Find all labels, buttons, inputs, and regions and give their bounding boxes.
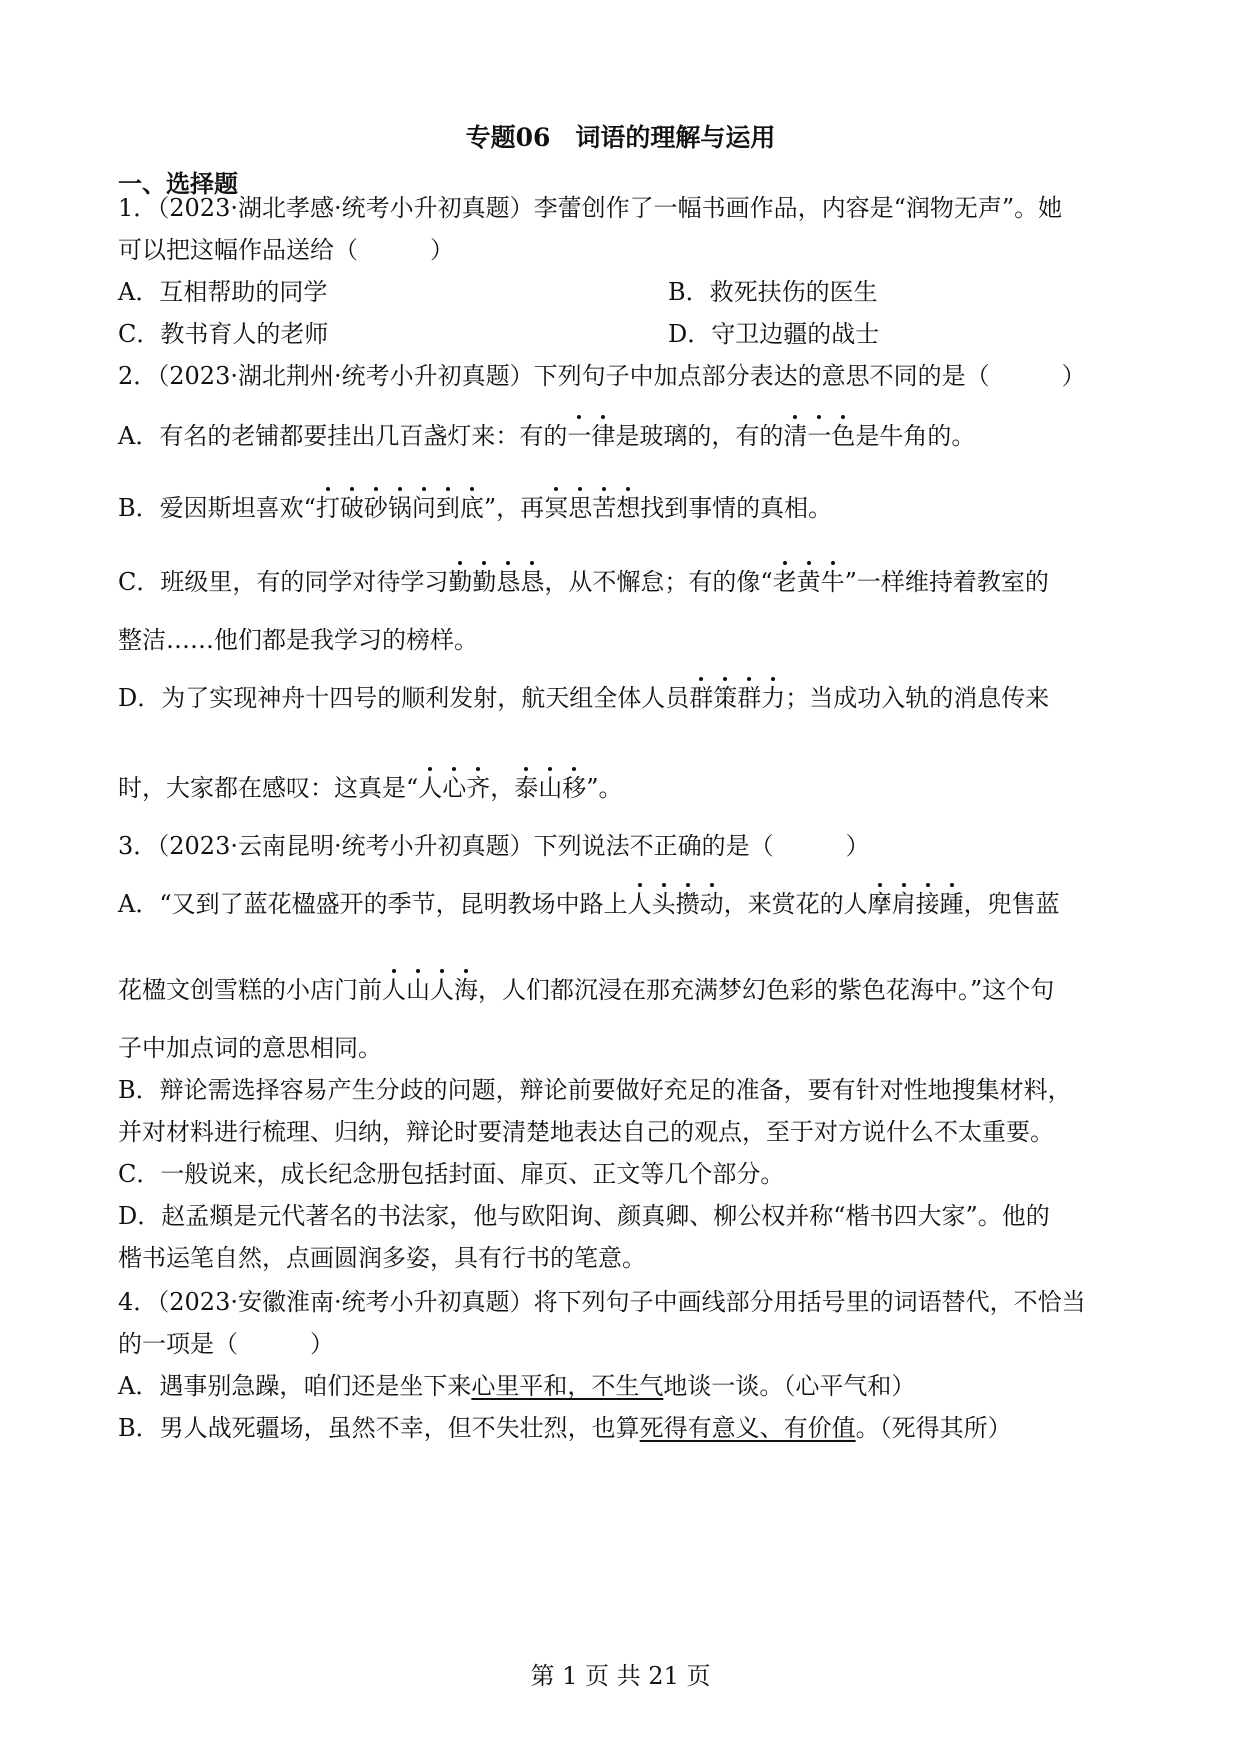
q4-stem-line1: 4．（2023·安徽淮南·统考小升初真题）将下列句子中画线部分用括号里的词语替代，不恰当 — [118, 1288, 1086, 1316]
text: 是牛角的。 — [855, 422, 976, 450]
text: B．爱因斯坦喜欢“ — [118, 494, 316, 522]
text: 花楹文创雪糕的小店门前 — [118, 976, 382, 1004]
q1-option-b: B．救死扶伤的医生 — [668, 278, 878, 306]
text: A．“又到了蓝花楹盛开的季节，昆明教场中路上 — [118, 890, 628, 918]
text: 时，大家都在感叹：这真是“ — [118, 774, 419, 802]
text: D．为了实现神舟十四号的顺利发射，航天组全体人员 — [118, 684, 690, 712]
q3-option-b-line2: 并对材料进行梳理、归纳，辩论时要清楚地表达自己的观点，至于对方说什么不太重要。 — [118, 1118, 1054, 1146]
text: A．遇事别急躁，咱们还是坐下来 — [118, 1372, 472, 1400]
dotted-phrase: 群策群力 — [689, 684, 786, 712]
q2-option-d-line1 — [118, 682, 1049, 714]
q3-option-c: C．一般说来，成长纪念册包括封面、扉页、正文等几个部分。 — [118, 1160, 785, 1188]
text: B．男人战死疆场，虽然不幸，但不失壮烈，也算 — [118, 1414, 640, 1442]
dotted-phrase: 冥思苦想 — [544, 494, 641, 522]
page-title: 专题06 词语的理解与运用 — [465, 123, 776, 152]
q4-stem-line2: 的一项是（ ） — [118, 1330, 334, 1358]
text: ；当成功入轨的消息传来 — [785, 684, 1050, 712]
q2-option-d-line2 — [118, 772, 623, 804]
q3-option-a-line3: 子中加点词的意思相同。 — [118, 1034, 382, 1062]
q2-option-a — [118, 420, 975, 452]
q4-option-b — [118, 1412, 1012, 1444]
dotted-phrase: 人头攒动 — [627, 890, 724, 918]
dotted-phrase: 打破砂锅问到底 — [315, 494, 484, 522]
q3-stem: 3．（2023·云南昆明·统考小升初真题）下列说法不正确的是（ ） — [118, 832, 870, 860]
text: ”一样维持着教室的 — [844, 568, 1049, 596]
q3-option-a-line1 — [118, 888, 1060, 920]
dotted-phrase: 摩肩接踵 — [867, 890, 964, 918]
q2-option-b — [118, 492, 832, 524]
text: ，从不懈怠；有的像“ — [544, 568, 773, 596]
dotted-phrase: 老黄牛 — [772, 568, 845, 596]
page-footer: 第 1 页 共 21 页 — [530, 1662, 711, 1690]
dotted-phrase: 清一色 — [783, 422, 856, 450]
q1-options-row1 — [118, 276, 1118, 308]
q1-stem-line2: 可以把这幅作品送给（ ） — [118, 236, 454, 264]
q2-option-c-line2: 整洁……他们都是我学习的榜样。 — [118, 626, 478, 654]
text: 是玻璃的，有的 — [615, 422, 784, 450]
dotted-phrase: 勤勤恳恳 — [448, 568, 545, 596]
text: ”。 — [586, 774, 623, 802]
text: ，兜售蓝 — [963, 890, 1060, 918]
q3-option-d-line1: D．赵孟頫是元代著名的书法家，他与欧阳询、颜真卿、柳公权并称“楷书四大家”。他的 — [118, 1202, 1050, 1230]
q3-option-d-line2: 楷书运笔自然，点画圆润多姿，具有行书的笔意。 — [118, 1244, 646, 1272]
text: ，来赏花的人 — [723, 890, 868, 918]
q2-option-c-line1 — [118, 566, 1049, 598]
dotted-phrase: 一律 — [567, 422, 616, 450]
text: C．班级里，有的同学对待学习 — [118, 568, 449, 596]
text: 。（死得其所） — [855, 1414, 1012, 1442]
q3-option-a-line2 — [118, 974, 1054, 1006]
underlined-phrase: 死得有意义、有价值 — [639, 1414, 856, 1442]
underlined-phrase: 心里平和，不生气 — [471, 1372, 664, 1400]
q1-option-a: A．互相帮助的同学 — [118, 278, 328, 306]
q2-stem: 2．（2023·湖北荆州·统考小升初真题）下列句子中加点部分表达的意思不同的是（ ） — [118, 362, 1086, 390]
text: ，人们都沉浸在那充满梦幻色彩的紫色花海中。”这个句 — [478, 976, 1055, 1004]
text: 地谈一谈。（心平气和） — [663, 1372, 916, 1400]
dotted-phrase: 人山人海 — [382, 976, 478, 1004]
q1-options-row2 — [118, 318, 1118, 350]
section-heading: 一、选择题 — [118, 169, 238, 198]
q4-option-a — [118, 1370, 915, 1402]
q1-option-c: C．教书育人的老师 — [118, 320, 329, 348]
q1-option-d: D．守卫边疆的战士 — [668, 320, 880, 348]
text: ”，再 — [483, 494, 545, 522]
text: A．有名的老铺都要挂出几百盏灯来：有的 — [118, 422, 568, 450]
q3-option-b-line1: B．辩论需选择容易产生分歧的问题，辩论前要做好充足的准备，要有针对性地搜集材料， — [118, 1076, 1072, 1104]
q1-stem-line1: 1．（2023·湖北孝感·统考小升初真题）李蕾创作了一幅书画作品，内容是“润物无声”。她 — [118, 194, 1063, 222]
dotted-phrase: 人心齐，泰山移 — [418, 774, 587, 802]
text: 找到事情的真相。 — [640, 494, 833, 522]
